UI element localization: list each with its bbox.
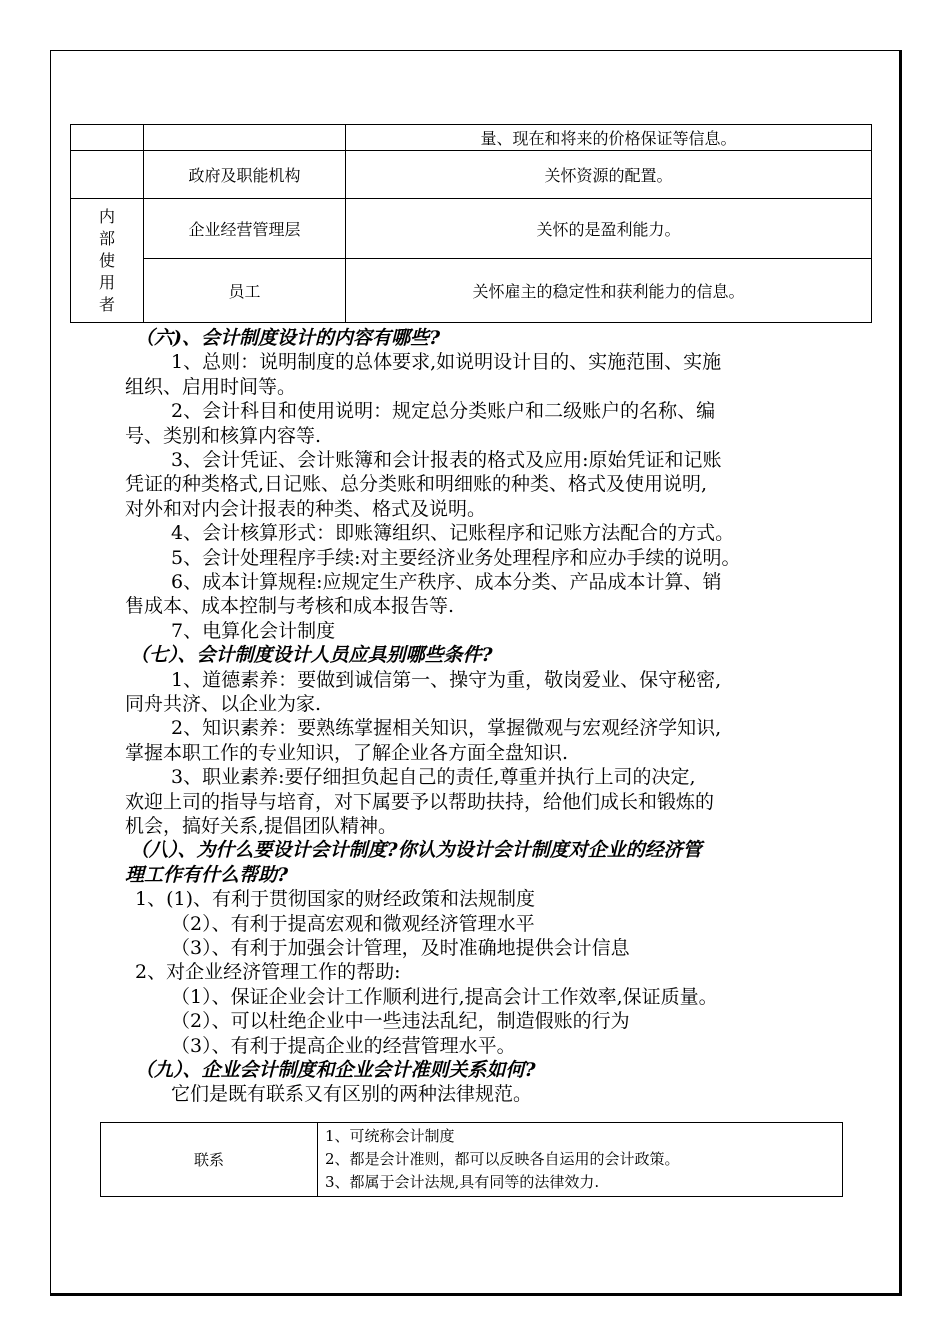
table-row <box>71 259 872 323</box>
label-char: 内 <box>98 206 115 226</box>
paragraph-line: （2）、可以杜绝企业中一些违法乱纪，制造假账的行为 <box>171 1010 630 1033</box>
section-heading: 理工作有什么帮助? <box>125 863 289 886</box>
table-cell: 量、现在和将来的价格保证等信息。 <box>346 125 872 151</box>
paragraph-line: 号、类别和核算内容等. <box>125 424 322 447</box>
page-border-shadow-right <box>900 50 902 1296</box>
table-cell: 政府及职能机构 <box>144 151 346 199</box>
table-cell-empty <box>71 151 144 199</box>
paragraph-line: 2、知识素养：要熟练掌握相关知识，掌握微观与宏观经济学知识, <box>171 717 722 740</box>
section-heading: （七）、会计制度设计人员应具别哪些条件? <box>130 644 493 667</box>
relation-table <box>100 1122 843 1197</box>
paragraph-line: （3）、有利于加强会计管理，及时准确地提供会计信息 <box>171 937 630 959</box>
table-cell: 关怀资源的配置。 <box>346 151 872 199</box>
table-cell-empty <box>144 125 346 151</box>
paragraph-line: 凭证的种类格式,日记账、总分类账和明细账的种类、格式及使用说明, <box>125 473 708 496</box>
label-char: 者 <box>98 294 115 314</box>
paragraph-line: （1）、保证企业会计工作顺利进行,提高会计工作效率,保证质量。 <box>171 985 718 1008</box>
paragraph-line: （2）、有利于提高宏观和微观经济管理水平 <box>171 912 535 935</box>
paragraph-line: 6、成本计算规程:应规定生产秩序、成本分类、产品成本计算、销 <box>171 571 722 593</box>
paragraph-line: 同舟共济、以企业为家. <box>125 693 322 715</box>
label-char: 部 <box>98 228 115 248</box>
relation-item: 3、都属于会计法规,具有同等的法律效力. <box>325 1173 600 1191</box>
paragraph-line: 它们是既有联系又有区别的两种法律规范。 <box>171 1083 533 1106</box>
paragraph-line: 5、会计处理程序手续:对主要经济业务处理程序和应办手续的说明。 <box>171 546 741 569</box>
paragraph-line: 2、会计科目和使用说明：规定总分类账户和二级账户的名称、编 <box>171 400 716 423</box>
paragraph-line: 机会，搞好关系,提倡团队精神。 <box>125 815 398 837</box>
paragraph-line: 1、(1)、有利于贯彻国家的财经政策和法规制度 <box>135 888 536 911</box>
table-cell: 企业经营管理层 <box>144 199 346 259</box>
paragraph-line: 掌握本职工作的专业知识，了解企业各方面全盘知识. <box>125 741 569 764</box>
page-border-shadow-bottom <box>50 1294 902 1296</box>
internal-users-label <box>71 199 144 323</box>
relation-label: 联系 <box>101 1123 318 1197</box>
table-cell-empty <box>71 125 144 151</box>
relation-items <box>318 1123 843 1197</box>
table-row <box>71 199 872 259</box>
paragraph-line: 2、对企业经济管理工作的帮助: <box>135 961 401 984</box>
paragraph-line: 3、职业素养:要仔细担负起自己的责任,尊重并执行上司的决定, <box>171 766 696 789</box>
relation-item: 2、都是会计准则，都可以反映各自运用的会计政策。 <box>325 1150 680 1168</box>
paragraph-line: 7、电算化会计制度 <box>171 619 336 642</box>
table-row <box>71 151 872 199</box>
table-cell: 关怀的是盈利能力。 <box>346 199 872 259</box>
paragraph-line: 组织、启用时间等。 <box>125 375 297 398</box>
users-table <box>70 124 872 323</box>
paragraph-line: 4、会计核算形式：即账簿组织、记账程序和记账方法配合的方式。 <box>171 522 735 545</box>
label-char: 用 <box>98 272 115 292</box>
section-heading: （六)、会计制度设计的内容有哪些? <box>135 327 441 349</box>
table-cell: 关怀雇主的稳定性和获利能力的信息。 <box>346 259 872 323</box>
paragraph-line: 3、会计凭证、会计账簿和会计报表的格式及应用:原始凭证和记账 <box>171 449 722 471</box>
paragraph-line: （3）、有利于提高企业的经营管理水平。 <box>171 1034 516 1057</box>
table-cell: 员工 <box>144 259 346 323</box>
paragraph-line: 1、总则：说明制度的总体要求,如说明设计目的、实施范围、实施 <box>171 351 722 374</box>
paragraph-line: 售成本、成本控制与考核和成本报告等. <box>125 595 455 618</box>
section-heading: （八）、为什么要设计会计制度?你认为设计会计制度对企业的经济管 <box>130 839 702 862</box>
relation-item: 1、可统称会计制度 <box>325 1127 455 1145</box>
table-row <box>71 125 872 151</box>
paragraph-line: 对外和对内会计报表的种类、格式及说明。 <box>125 497 487 520</box>
label-char: 使 <box>98 250 115 270</box>
section-heading: （九）、企业会计制度和企业会计准则关系如何? <box>135 1059 536 1081</box>
paragraph-line: 欢迎上司的指导与培育，对下属要予以帮助扶持，给他们成长和锻炼的 <box>125 790 715 813</box>
paragraph-line: 1、道德素养：要做到诚信第一、操守为重，敬岗爱业、保守秘密, <box>171 668 722 691</box>
